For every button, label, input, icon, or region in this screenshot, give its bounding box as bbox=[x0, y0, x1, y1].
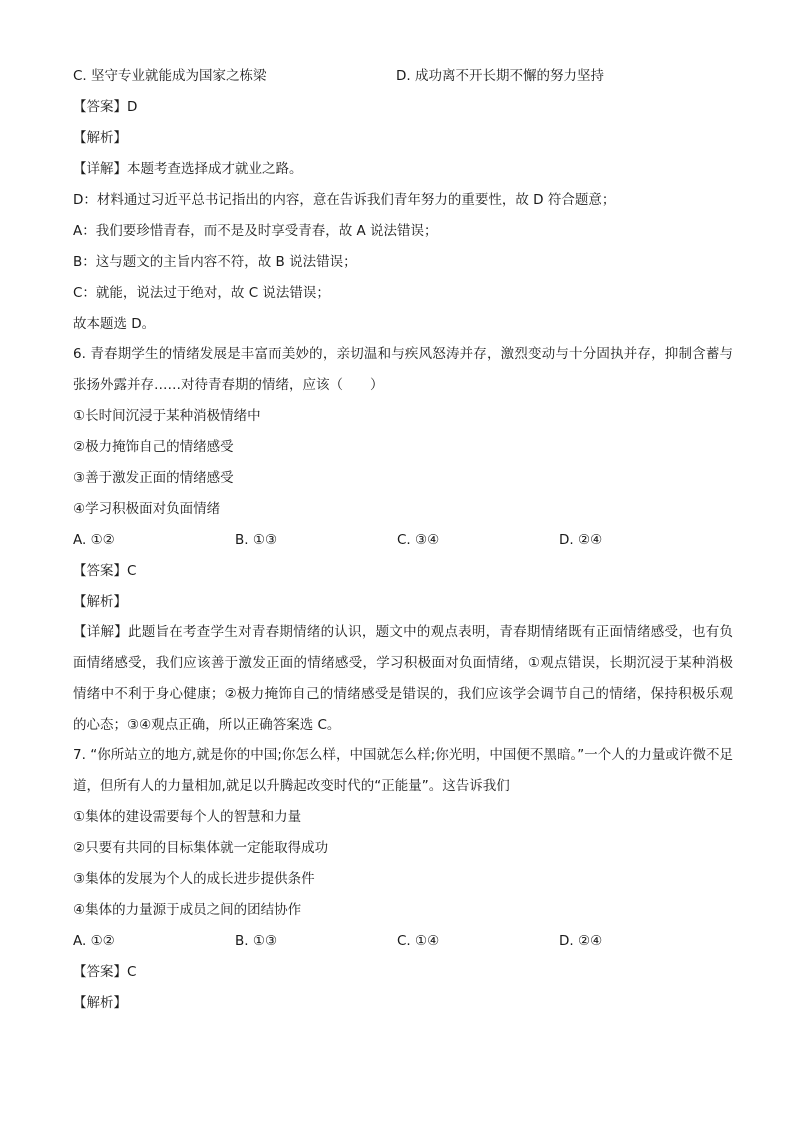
q6-statement-3: ③善于激发正面的情绪感受 bbox=[73, 470, 234, 486]
q7-stem: 7. “你所站立的地方,就是你的中国;你怎么样，中国就怎么样;你光明，中国便不黑暗。”一个人的力量或许微不足道，但所有人的力量相加,就足以升腾起改变时代的“正能量”。这告诉我们 bbox=[73, 747, 733, 794]
detail-text: 此题旨在考查学生对青春期情绪的认识，题文中的观点表明，青春期情绪既有正面情绪感受，也有负面情绪感受，我们应该善于激发正面的情绪感受，学习积极面对负面情绪，①观点错误，长期沉浸于某种消极情绪中不利于身心健康；②极力掩饰自己的情绪感受是错误的，我们应该学会调节自己的情绪，保持积极乐观的心态；③④观点正确，所以正确答案选 C。 bbox=[73, 624, 734, 733]
q7-answer bbox=[73, 960, 733, 991]
q5-options bbox=[73, 64, 733, 95]
q7-option-b: B. ①③ bbox=[235, 933, 278, 949]
answer-tag: 【答案】 bbox=[73, 964, 127, 980]
q6-option-c: C. ③④ bbox=[397, 532, 440, 548]
q5-explanation-b: B：这与题文的主旨内容不符，故 B 说法错误； bbox=[73, 254, 357, 270]
q7-option-c: C. ①④ bbox=[397, 933, 440, 949]
q6-statement-4: ④学习积极面对负面情绪 bbox=[73, 501, 221, 517]
q6-analysis-tag: 【解析】 bbox=[73, 594, 127, 610]
detail-lead: 本题考查选择成才就业之路。 bbox=[127, 161, 303, 177]
answer-value: C bbox=[127, 964, 137, 980]
q5-explanation-c: C：就能，说法过于绝对，故 C 说法错误； bbox=[73, 285, 330, 301]
q5-conclusion: 故本题选 D。 bbox=[73, 316, 156, 332]
q7-option-d: D. ②④ bbox=[559, 933, 603, 949]
answer-value: C bbox=[127, 563, 137, 579]
q7-statement-3: ③集体的发展为个人的成长进步提供条件 bbox=[73, 871, 315, 887]
q5-option-d: D. 成功离不开长期不懈的努力坚持 bbox=[396, 68, 604, 84]
q7-statement-4: ④集体的力量源于成员之间的团结协作 bbox=[73, 902, 302, 918]
document-page bbox=[73, 64, 733, 1022]
q7-analysis-tag: 【解析】 bbox=[73, 995, 127, 1011]
answer-value: D bbox=[127, 99, 138, 115]
q7-options bbox=[73, 929, 733, 960]
q5-analysis-tag: 【解析】 bbox=[73, 130, 127, 146]
answer-tag: 【答案】 bbox=[73, 99, 127, 115]
q5-explanation-a: A：我们要珍惜青春，而不是及时享受青春，故 A 说法错误； bbox=[73, 223, 438, 239]
q7-option-a: A. ①② bbox=[73, 933, 115, 949]
q5-option-c: C. 坚守专业就能成为国家之栋梁 bbox=[73, 68, 267, 84]
q6-option-d: D. ②④ bbox=[559, 532, 603, 548]
q7-statement-1: ①集体的建设需要每个人的智慧和力量 bbox=[73, 809, 302, 825]
q6-stem: 6. 青春期学生的情绪发展是丰富而美妙的，亲切温和与疾风怒涛并存，激烈变动与十分固执并存，抑制含蓄与张扬外露并存……对待青春期的情绪，应该（ ） bbox=[73, 346, 733, 393]
q6-option-b: B. ①③ bbox=[235, 532, 278, 548]
detail-tag: 【详解】 bbox=[73, 624, 129, 640]
q6-options bbox=[73, 528, 733, 559]
q6-statement-2: ②极力掩饰自己的情绪感受 bbox=[73, 439, 234, 455]
q6-detail bbox=[73, 617, 733, 741]
detail-tag: 【详解】 bbox=[73, 161, 127, 177]
answer-tag: 【答案】 bbox=[73, 563, 127, 579]
q5-detail bbox=[73, 157, 733, 188]
q6-option-a: A. ①② bbox=[73, 532, 115, 548]
q6-statement-1: ①长时间沉浸于某种消极情绪中 bbox=[73, 408, 261, 424]
q7-statement-2: ②只要有共同的目标集体就一定能取得成功 bbox=[73, 840, 329, 856]
q5-explanation-d: D：材料通过习近平总书记指出的内容，意在告诉我们青年努力的重要性，故 D 符合题意； bbox=[73, 192, 616, 208]
q6-answer bbox=[73, 559, 733, 590]
q5-answer bbox=[73, 95, 733, 126]
